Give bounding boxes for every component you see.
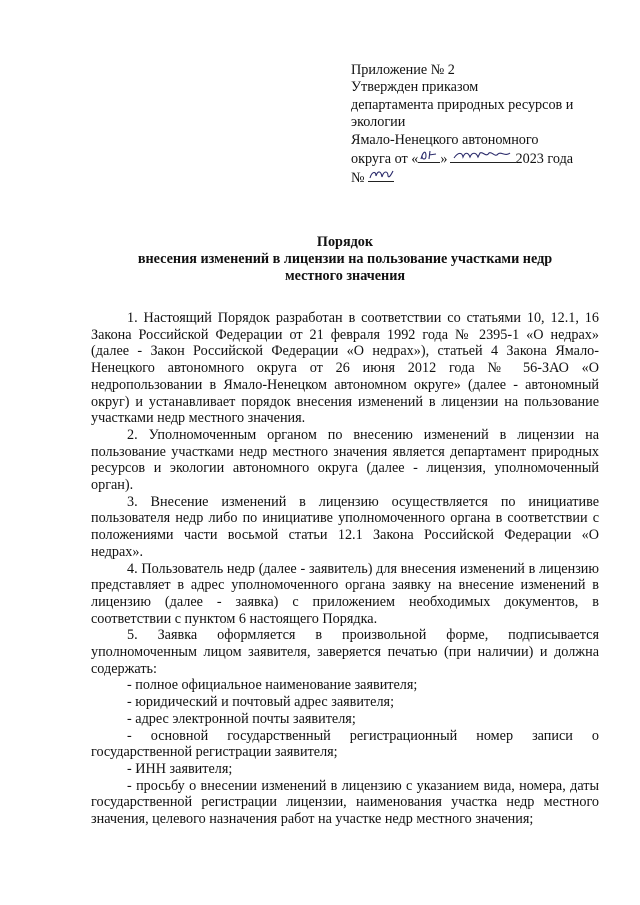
order-date-suffix: 2023 года xyxy=(515,151,574,168)
department-name-line2: экологии xyxy=(351,114,406,131)
order-number-prefix: № xyxy=(351,170,365,187)
title-line1: Порядок xyxy=(316,234,374,250)
document-title xyxy=(100,234,590,286)
order-number-line xyxy=(351,168,601,187)
paragraph-2: 2. Уполномоченным органом по внесению изменений в лицензии на пользование участками недр местного значения является департамент природных ресурсов и экологии автономного округа (далее - лицензия, уполномоченный орган). xyxy=(91,426,599,494)
order-number-handwritten xyxy=(368,168,394,182)
document-body xyxy=(91,310,599,828)
appendix-header xyxy=(351,62,601,188)
paragraph-3: 3. Внесение изменений в лицензию осуществляется по инициативе пользователя недр либо по инициативе уполномоченного органа в соответствии с положениями части восьмой статьи 12.1 Закона Российской Федерации «О недрах». xyxy=(91,493,599,560)
order-month-handwritten xyxy=(450,149,516,163)
order-date-line xyxy=(351,149,601,168)
order-day-handwritten xyxy=(418,149,440,163)
title-line2: внесения изменений в лицензии на пользование участками недр xyxy=(137,251,553,268)
order-date-mid: » xyxy=(440,151,448,168)
list-item: - ИНН заявителя; xyxy=(127,760,233,777)
paragraph-5: 5. Заявка оформляется в произвольной форме, подписывается уполномоченным лицом заявителя, заверяется печатью (при наличии) и должна содержать: xyxy=(91,627,599,677)
list-item: - адрес электронной почты заявителя; xyxy=(127,710,356,727)
list-item: - основной государственный регистрационный номер записи о государственной регистрации заявителя; xyxy=(91,727,599,761)
paragraph-1: 1. Настоящий Порядок разработан в соответствии со статьями 10, 12.1, 16 Закона Российской Федерации от 21 февраля 1992 года № 2395-1 «О недрах» (далее - Закон Российской Федерации «О недрах»), статьей 4 Закона Ямало-Ненецкого автономного округа от 26 июня 2012 года № 56-ЗАО «О недропользовании в Ямало-Ненецком автономном округе» (далее - автономный округ) и устанавливает порядок внесения изменений в лицензии на пользование участками недр местного значения. xyxy=(91,310,599,427)
list-item: - просьбу о внесении изменений в лицензию с указанием вида, номера, даты государственной регистрации лицензии, наименования участка недр местного значения, целевого назначения работ на участке недр местного значения; xyxy=(91,777,599,828)
order-date-prefix: округа от « xyxy=(351,151,419,168)
list-item: - юридический и почтовый адрес заявителя; xyxy=(127,694,395,711)
list-item: - полное официальное наименование заявителя; xyxy=(127,677,418,694)
title-line3: местного значения xyxy=(284,268,406,285)
appendix-number: Приложение № 2 xyxy=(351,62,455,78)
approved-by-order: Утвержден приказом xyxy=(351,79,479,96)
department-name-line1: департамента природных ресурсов и xyxy=(351,96,574,113)
paragraph-4: 4. Пользователь недр (далее - заявитель) для внесения изменений в лицензию представляет в адрес уполномоченного органа заявку на внесение изменений в лицензию (далее - заявка) с приложением необходимых документов, в соответствии с пунктом 6 настоящего Порядка. xyxy=(91,560,599,627)
department-name-line3: Ямало-Ненецкого автономного xyxy=(351,131,539,148)
